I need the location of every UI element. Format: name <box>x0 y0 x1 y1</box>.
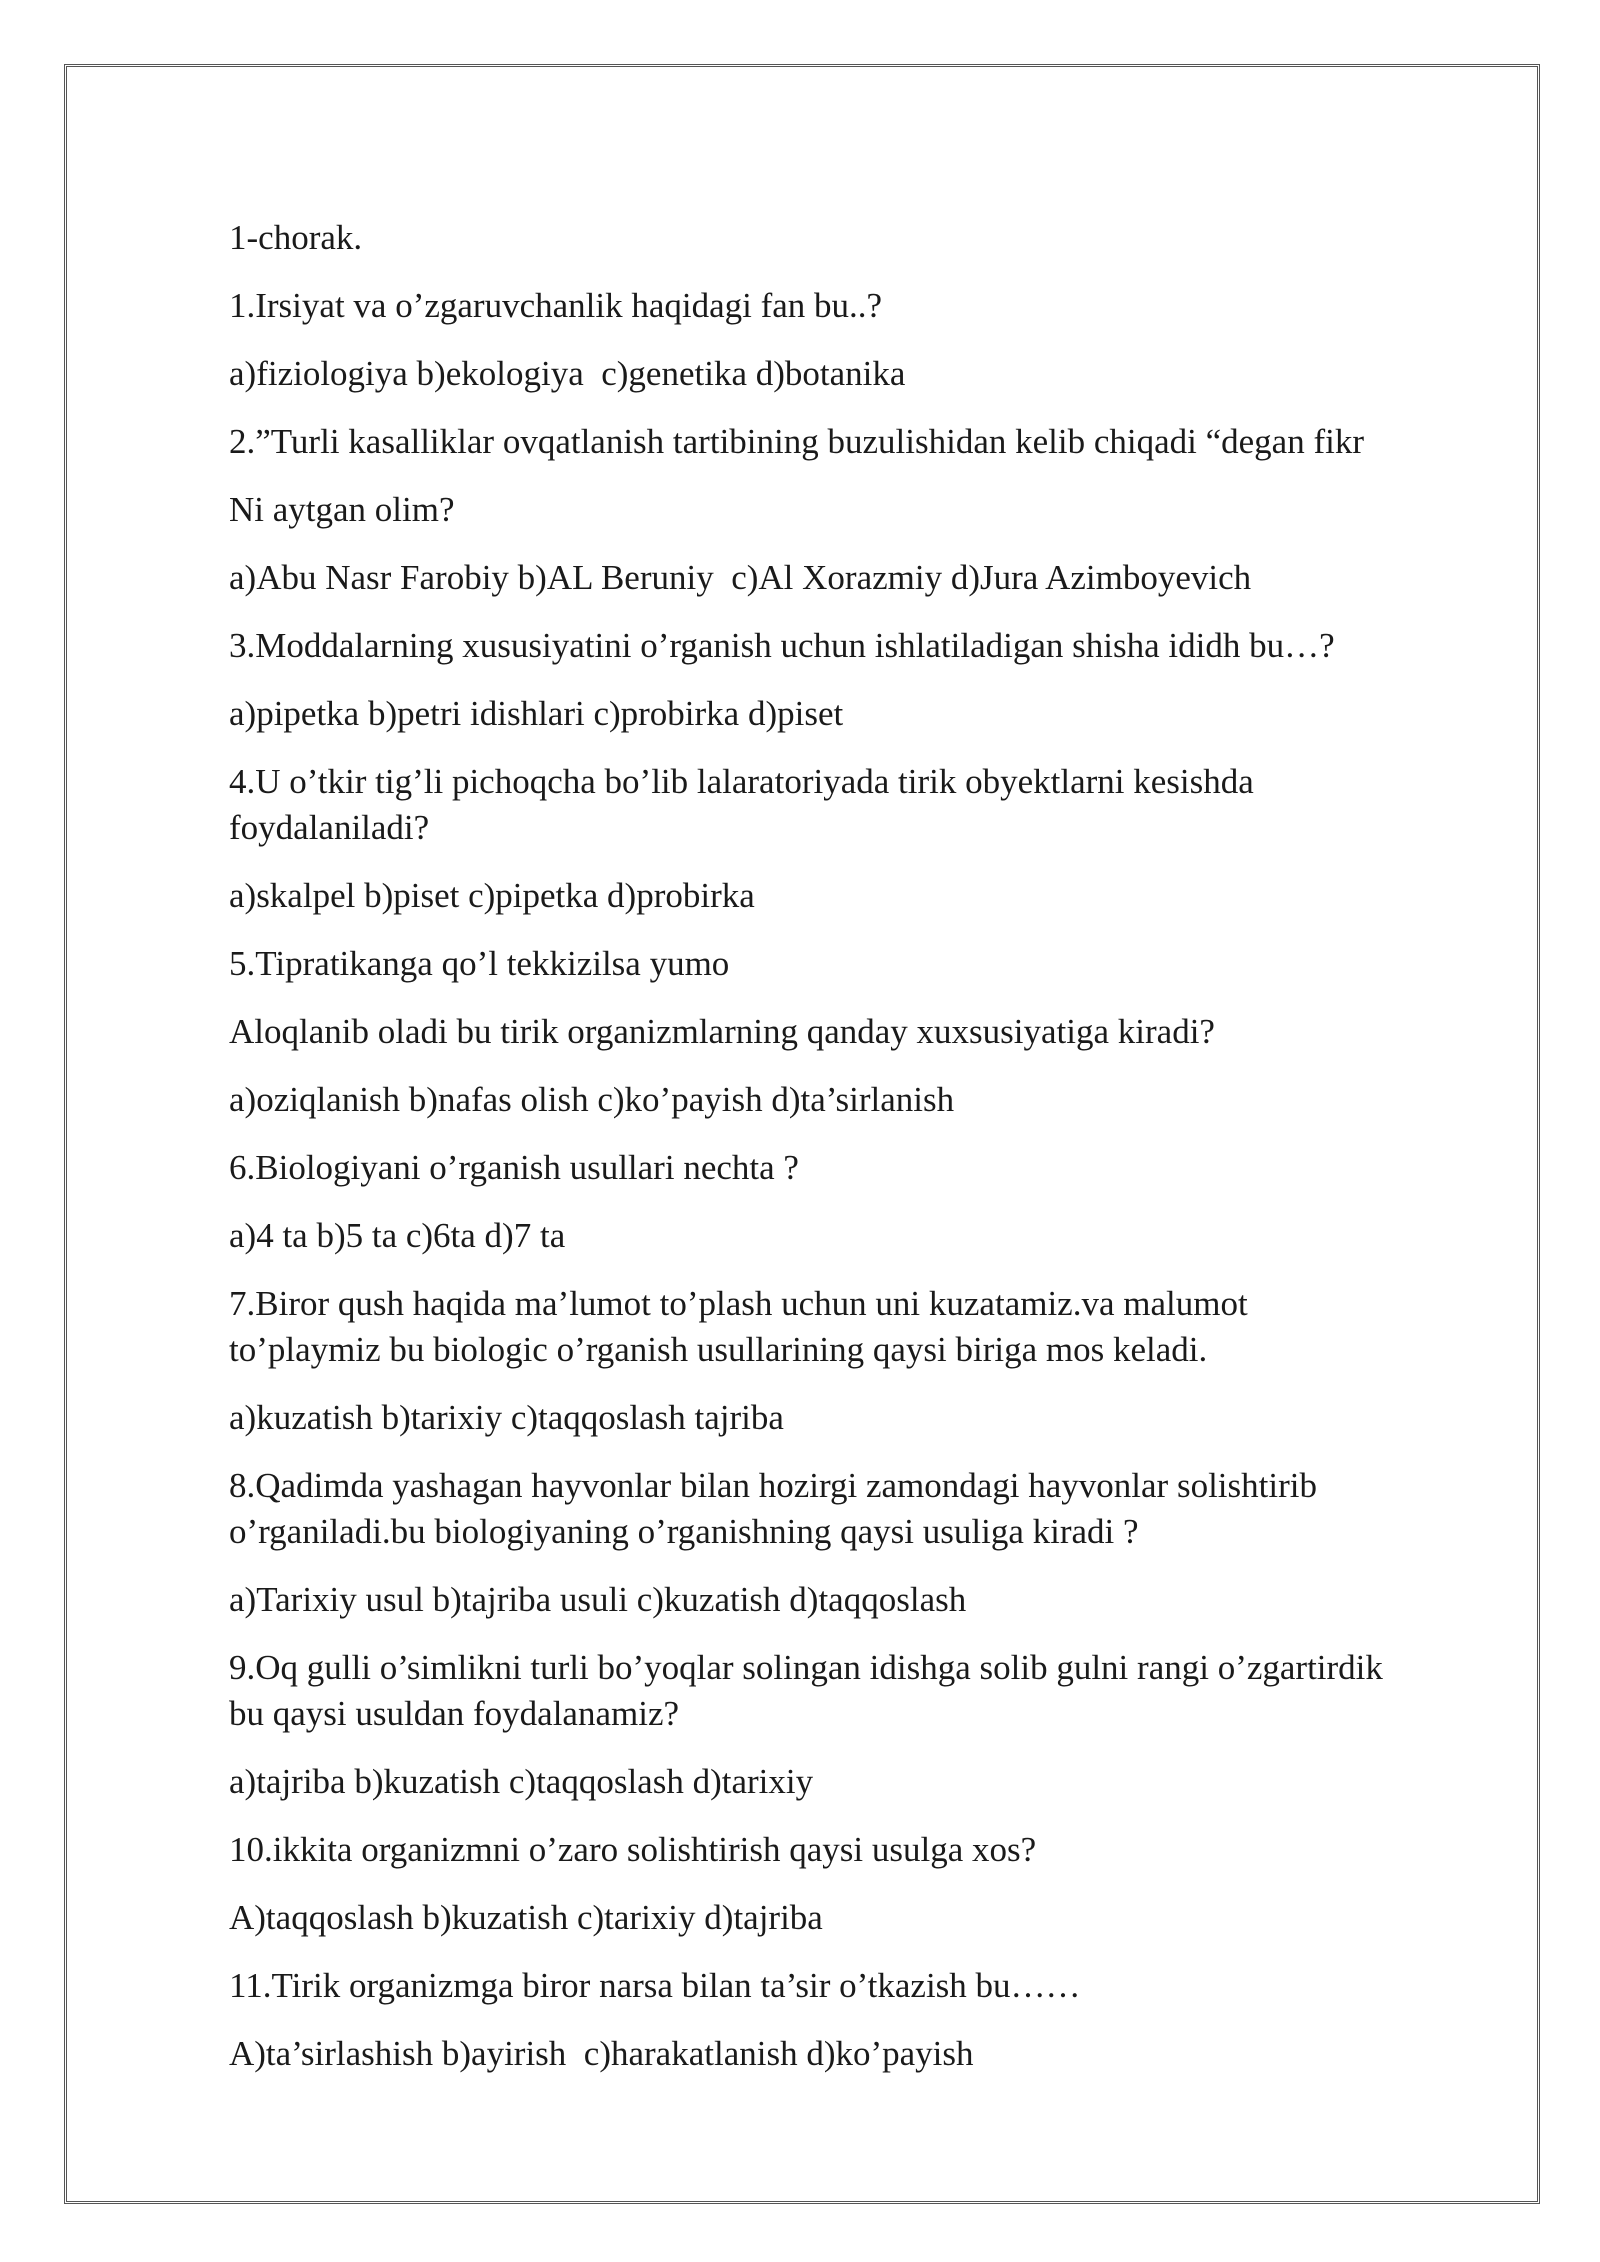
question-3: 3.Moddalarning xususiyatini o’rganish uchun ishlatiladigan shisha ididh bu…? <box>229 626 1335 665</box>
document-body <box>229 215 1489 2099</box>
question-6: 6.Biologiyani o’rganish usullari nechta ? <box>229 1148 799 1187</box>
question-1: 1.Irsiyat va o’zgaruvchanlik haqidagi fan bu..? <box>229 286 883 325</box>
question-11: 11.Tirik organizmga biror narsa bilan ta’sir o’tkazish bu…… <box>229 1966 1081 2005</box>
answers-2: a)Abu Nasr Farobiy b)AL Beruniy c)Al Xorazmiy d)Jura Azimboyevich <box>229 558 1252 597</box>
question-9: 9.Oq gulli o’simlikni turli bo’yoqlar solingan idishga solib gulni rangi o’zgartirdik bu qaysi usuldan foydalanamiz? <box>229 1648 1383 1733</box>
question-7: 7.Biror qush haqida ma’lumot to’plash uchun uni kuzatamiz.va malumot to’playmiz bu biologic o’rganish usullarining qaysi biriga mos keladi. <box>229 1284 1248 1369</box>
question-5-line-1: 5.Tipratikanga qo’l tekkizilsa yumo <box>229 944 730 983</box>
answers-9: a)tajriba b)kuzatish c)taqqoslash d)tarixiy <box>229 1762 814 1801</box>
answers-6: a)4 ta b)5 ta c)6ta d)7 ta <box>229 1216 566 1255</box>
answers-8: a)Tarixiy usul b)tajriba usuli c)kuzatish d)taqqoslash <box>229 1580 967 1619</box>
question-2-line-2: Ni aytgan olim? <box>229 490 455 529</box>
quarter-heading: 1-chorak. <box>229 218 363 257</box>
answers-5: a)oziqlanish b)nafas olish c)ko’payish d)ta’sirlanish <box>229 1080 955 1119</box>
answers-3: a)pipetka b)petri idishlari c)probirka d)piset <box>229 694 844 733</box>
answers-7: a)kuzatish b)tarixiy c)taqqoslash tajriba <box>229 1398 784 1437</box>
question-4: 4.U o’tkir tig’li pichoqcha bo’lib lalaratoriyada tirik obyektlarni kesishda foydalaniladi? <box>229 762 1254 847</box>
question-8: 8.Qadimda yashagan hayvonlar bilan hozirgi zamondagi hayvonlar solishtirib o’rganiladi.bu biologiyaning o’rganishning qaysi usuliga kiradi ? <box>229 1466 1317 1551</box>
answers-4: a)skalpel b)piset c)pipetka d)probirka <box>229 876 755 915</box>
question-5-line-2: Aloqlanib oladi bu tirik organizmlarning qanday xuxsusiyatiga kiradi? <box>229 1012 1215 1051</box>
question-10: 10.ikkita organizmni o’zaro solishtirish qaysi usulga xos? <box>229 1830 1037 1869</box>
question-2-line-1: 2.”Turli kasalliklar ovqatlanish tartibining buzulishidan kelib chiqadi “degan fikr <box>229 422 1364 461</box>
answers-1: a)fiziologiya b)ekologiya c)genetika d)botanika <box>229 354 906 393</box>
answers-10: A)taqqoslash b)kuzatish c)tarixiy d)tajriba <box>229 1898 823 1937</box>
answers-11: A)ta’sirlashish b)ayirish c)harakatlanish d)ko’payish <box>229 2034 974 2073</box>
